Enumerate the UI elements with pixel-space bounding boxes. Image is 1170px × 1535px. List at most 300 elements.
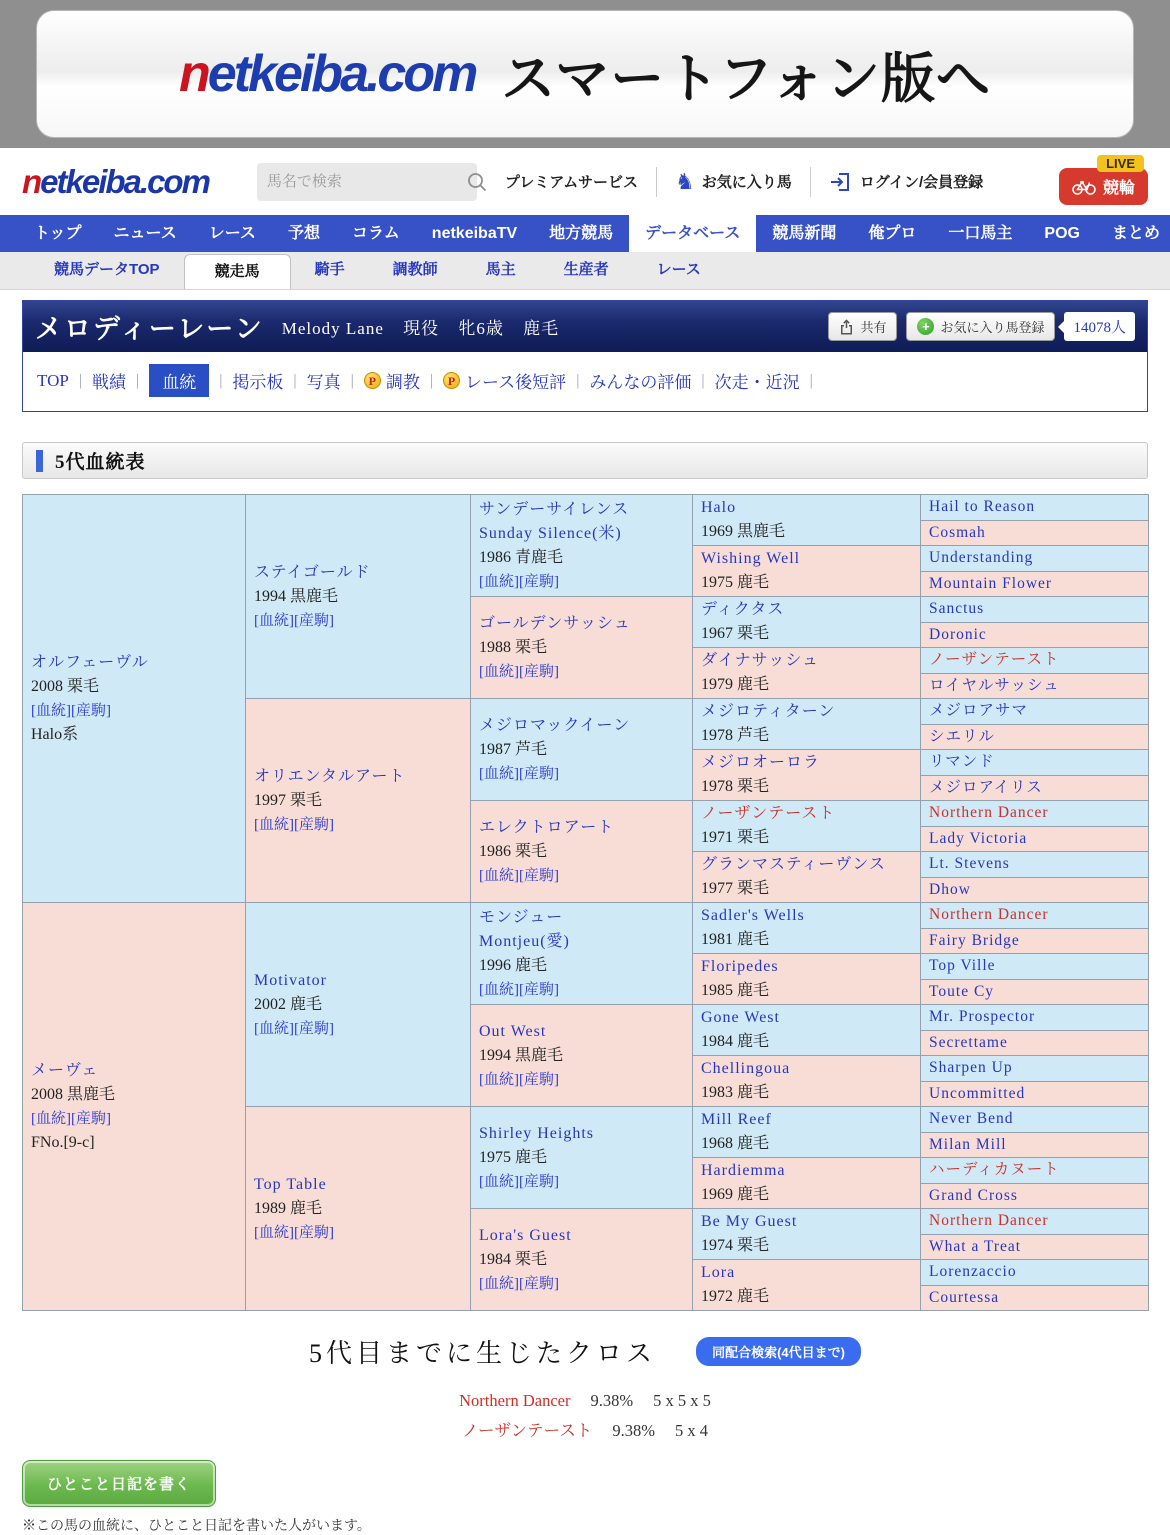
horse-links <box>479 570 688 594</box>
horse-head-icon: ♞ <box>674 168 695 194</box>
horse-link[interactable]: Northern Dancer <box>929 906 1049 924</box>
section-title: 5代血統表 <box>55 452 146 473</box>
horse-link[interactable]: Hail to Reason <box>929 498 1036 516</box>
pedigree-cell-gen4 <box>693 1158 921 1209</box>
blood-link[interactable]: [血統] <box>479 1275 519 1292</box>
horse-tab-次走・近況[interactable] <box>715 368 800 393</box>
blood-link[interactable]: [血統] <box>254 1020 294 1037</box>
horse-link[interactable]: Gone West <box>701 1009 780 1026</box>
horse-link[interactable]: Mill Reef <box>701 1111 772 1128</box>
horse-links <box>254 609 466 633</box>
pedigree-cell-gen4 <box>693 546 921 597</box>
subnav-item-競走馬[interactable]: 競走馬 <box>184 254 291 289</box>
cross-horse-name[interactable]: ノーザンテースト <box>462 1421 593 1440</box>
cross-percentage: 9.38% <box>612 1421 655 1440</box>
horse-link[interactable]: Sanctus <box>929 600 985 618</box>
add-favorite-pin-icon: + <box>917 318 934 335</box>
pedigree-cell-gen5 <box>921 877 1149 903</box>
offspring-link[interactable]: [産駒] <box>519 867 559 884</box>
pedigree-cell-gen4 <box>693 1260 921 1311</box>
horse-links <box>479 864 688 888</box>
horse-tab-label: 血統 <box>162 373 197 392</box>
horse-link[interactable]: Mountain Flower <box>929 574 1053 592</box>
pedigree-cell-gen5 <box>921 520 1149 546</box>
horse-link[interactable]: メジロアイリス <box>929 778 1043 796</box>
horse-extra-info: Halo系 <box>31 725 79 743</box>
horse-link[interactable]: ハーディカヌート <box>929 1161 1060 1179</box>
nav-item-POG[interactable]: POG <box>1044 225 1080 242</box>
horse-year-coat: 1984 栗毛 <box>479 1250 548 1268</box>
pedigree-cell-gen5 <box>921 979 1149 1005</box>
offspring-link[interactable]: [産駒] <box>519 573 559 590</box>
pedigree-cell-gen5 <box>921 1030 1149 1056</box>
horse-year-coat: 1969 鹿毛 <box>701 1186 770 1203</box>
login-icon <box>829 170 853 194</box>
horse-link[interactable]: Top Table <box>254 1175 327 1193</box>
blood-link[interactable]: [血統] <box>479 765 519 782</box>
horse-header-block <box>22 300 1148 412</box>
horse-link[interactable]: リマンド <box>929 753 995 771</box>
pedigree-cell-gen5 <box>921 826 1149 852</box>
nav-item-トップ[interactable]: トップ <box>34 225 82 242</box>
horse-link[interactable]: Dhow <box>929 880 971 898</box>
pedigree-cell-gen4 <box>693 648 921 699</box>
horse-link[interactable]: メジロティターン <box>701 703 836 720</box>
nav-item-予想[interactable]: 予想 <box>287 225 320 242</box>
pedigree-cell-gen3 <box>471 903 693 1005</box>
horse-tab-掲示板[interactable] <box>232 368 283 393</box>
blood-link[interactable]: [血統] <box>479 1173 519 1190</box>
offspring-link[interactable]: [産駒] <box>519 1071 559 1088</box>
nav-item-俺プロ[interactable]: 俺プロ <box>868 225 917 242</box>
horse-tab-label: みんなの評価 <box>589 373 692 392</box>
offspring-link[interactable]: [産駒] <box>71 1110 111 1127</box>
database-sub-nav <box>0 252 1170 290</box>
blood-link[interactable]: [血統] <box>479 867 519 884</box>
blood-link[interactable]: [血統] <box>254 816 294 833</box>
cross-item <box>0 1386 1170 1416</box>
horse-link[interactable]: Uncommitted <box>929 1084 1026 1102</box>
nav-item-競馬新聞[interactable]: 競馬新聞 <box>772 225 837 242</box>
horse-link[interactable]: Floripedes <box>701 958 779 975</box>
pedigree-cell-gen4 <box>693 495 921 546</box>
pedigree-cell-gen5 <box>921 1056 1149 1082</box>
horse-year-coat: 1994 黒鹿毛 <box>254 587 339 605</box>
pedigree-cell-gen2 <box>246 699 471 903</box>
horse-links <box>479 1170 688 1194</box>
horse-link[interactable]: メーヴェ <box>31 1061 99 1079</box>
horse-year-coat: 1971 栗毛 <box>701 829 770 846</box>
subnav-item-競馬データTOP[interactable]: 競馬データTOP <box>54 261 160 278</box>
subnav-item-レース[interactable]: レース <box>656 261 701 278</box>
pedigree-cell-gen5 <box>921 648 1149 674</box>
horse-link[interactable]: Wishing Well <box>701 550 801 567</box>
pedigree-cell-gen5 <box>921 597 1149 623</box>
premium-icon: P <box>364 372 381 389</box>
horse-year-coat: 1986 青鹿毛 <box>479 548 564 566</box>
horse-tab-label: 次走・近況 <box>714 373 800 392</box>
horse-links <box>254 1017 466 1041</box>
horse-link[interactable]: Lora's Guest <box>479 1226 572 1244</box>
horse-coat: 鹿毛 <box>523 319 560 338</box>
pedigree-cell-gen4 <box>693 1056 921 1107</box>
horse-link[interactable]: Northern Dancer <box>929 804 1049 822</box>
pedigree-cell-gen5 <box>921 1209 1149 1235</box>
horse-link[interactable]: Hardiemma <box>701 1162 786 1179</box>
search-input[interactable] <box>267 173 466 190</box>
horse-title-bar <box>23 301 1147 352</box>
horse-tab-label: 写真 <box>306 373 341 392</box>
horse-year-coat: 1997 栗毛 <box>254 791 323 809</box>
pedigree-cell-gen5 <box>921 495 1149 521</box>
horse-extra-info: FNo.[9-c] <box>31 1133 95 1151</box>
pedigree-cell-gen5 <box>921 903 1149 929</box>
banner-logo: netkeiba.com <box>179 45 476 103</box>
horse-year-coat: 1987 芦毛 <box>479 740 548 758</box>
horse-link[interactable]: Toute Cy <box>929 982 995 1000</box>
cross-pattern: 5 x 5 x 5 <box>653 1391 711 1410</box>
horse-year-coat: 1978 芦毛 <box>701 727 770 744</box>
offspring-link[interactable]: [産駒] <box>519 765 559 782</box>
horse-link[interactable]: メジロオーロラ <box>701 754 821 771</box>
offspring-link[interactable]: [産駒] <box>294 612 334 629</box>
bicycle-icon <box>1072 178 1096 195</box>
subnav-item-調教師[interactable]: 調教師 <box>392 261 438 278</box>
pedigree-cell-gen2 <box>246 495 471 699</box>
nav-item-netkeibaTV[interactable]: netkeibaTV <box>431 225 518 242</box>
horse-link[interactable]: Fairy Bridge <box>929 931 1020 949</box>
nav-item-まとめ[interactable]: まとめ <box>1111 225 1160 242</box>
site-logo[interactable]: netkeiba.com <box>22 162 209 200</box>
horse-year-coat: 1978 栗毛 <box>701 778 770 795</box>
horse-year-coat: 1981 鹿毛 <box>701 931 770 948</box>
horse-link[interactable]: Lt. Stevens <box>929 855 1010 873</box>
tab-separator: | <box>78 371 83 389</box>
horse-year-coat: 1985 鹿毛 <box>701 982 770 999</box>
pedigree-cell-gen5 <box>921 1081 1149 1107</box>
horse-link[interactable]: Lora <box>701 1264 736 1281</box>
horse-year-coat: 1972 鹿毛 <box>701 1288 770 1305</box>
subnav-item-生産者[interactable]: 生産者 <box>563 261 609 278</box>
share-icon <box>839 319 854 335</box>
horse-year-coat: 2008 栗毛 <box>31 677 100 695</box>
cross-item <box>0 1416 1170 1446</box>
horse-year-coat: 2008 黒鹿毛 <box>31 1085 116 1103</box>
main-nav <box>0 215 1170 252</box>
tab-separator: | <box>136 371 140 389</box>
diary-write-button[interactable]: ひとこと日記を書く <box>22 1460 216 1507</box>
horse-tab-みんなの評価[interactable] <box>589 368 691 393</box>
footnote: ※この馬の血統に、ひとこと日記を書いた人がいます。 <box>22 1519 371 1534</box>
horse-year-coat: 1996 鹿毛 <box>479 956 548 974</box>
pedigree-table <box>22 494 1149 1311</box>
blood-link[interactable]: [血統] <box>31 702 71 719</box>
horse-year-coat: 1983 鹿毛 <box>701 1084 770 1101</box>
tab-separator: | <box>701 371 705 389</box>
horse-link[interactable]: ディクタス <box>701 601 785 618</box>
premium-icon: P <box>443 372 460 389</box>
horse-link[interactable]: Secrettame <box>929 1033 1008 1051</box>
horse-link[interactable]: ダイナサッシュ <box>701 652 820 669</box>
horse-link[interactable]: モンジュー <box>479 908 564 926</box>
nav-item-レース[interactable]: レース <box>208 225 256 242</box>
horse-year-coat: 1974 栗毛 <box>701 1237 770 1254</box>
horse-year-coat: 1988 栗毛 <box>479 638 548 656</box>
horse-link[interactable]: Motivator <box>254 971 327 989</box>
pedigree-table-wrap <box>22 494 1148 1311</box>
horse-link[interactable]: Sadler's Wells <box>701 907 805 924</box>
horse-tab-label: 調教 <box>385 373 420 392</box>
pedigree-cell-gen3 <box>471 1209 693 1311</box>
nav-item-地方競馬[interactable]: 地方競馬 <box>549 225 614 242</box>
pedigree-cell-gen2 <box>246 903 471 1107</box>
tab-separator: | <box>809 371 813 389</box>
blood-link[interactable]: [血統] <box>254 1224 294 1241</box>
horse-link[interactable]: ロイヤルサッシュ <box>929 676 1060 694</box>
pedigree-cell-gen5 <box>921 1132 1149 1158</box>
pedigree-cell-gen5 <box>921 1107 1149 1133</box>
section-accent-bar <box>36 450 43 472</box>
horse-link[interactable]: Halo <box>701 499 737 516</box>
horse-link[interactable]: Lady Victoria <box>929 829 1028 847</box>
tab-separator: | <box>219 371 223 389</box>
favorite-register-button[interactable] <box>906 312 1055 341</box>
pedigree-cell-gen1 <box>23 495 246 903</box>
horse-links <box>479 762 688 786</box>
blood-link[interactable]: [血統] <box>31 1110 71 1127</box>
horse-tab-label: TOP <box>37 370 69 390</box>
search-icon[interactable] <box>466 171 488 193</box>
pedigree-cell-gen4 <box>693 954 921 1005</box>
blood-link[interactable]: [血統] <box>254 612 294 629</box>
horse-year-coat: 1979 鹿毛 <box>701 676 770 693</box>
nav-item-一口馬主[interactable]: 一口馬主 <box>948 225 1013 242</box>
blood-link[interactable]: [血統] <box>479 981 519 998</box>
horse-link[interactable]: Northern Dancer <box>929 1212 1049 1230</box>
pedigree-cell-gen4 <box>693 1107 921 1158</box>
pedigree-cell-gen5 <box>921 622 1149 648</box>
login-link[interactable] <box>829 170 983 194</box>
horse-year-coat: 1984 鹿毛 <box>701 1033 770 1050</box>
pedigree-cell-gen5 <box>921 1285 1149 1311</box>
offspring-link[interactable]: [産駒] <box>519 663 559 680</box>
favorite-count-badge[interactable]: 14078人 <box>1064 312 1135 341</box>
keirin-button[interactable] <box>1059 168 1148 205</box>
cross-section <box>0 1333 1170 1446</box>
horse-link[interactable]: Never Bend <box>929 1110 1014 1128</box>
horse-link[interactable]: シエリル <box>929 727 996 745</box>
horse-links <box>254 813 466 837</box>
pedigree-cell-gen3 <box>471 801 693 903</box>
horse-tab-label: レース後短評 <box>465 373 567 392</box>
horse-year-coat: 1975 鹿毛 <box>701 574 770 591</box>
offspring-link[interactable]: [産駒] <box>71 702 111 719</box>
horse-links <box>479 660 688 684</box>
horse-link[interactable]: Milan Mill <box>929 1135 1007 1153</box>
offspring-link[interactable]: [産駒] <box>519 1275 559 1292</box>
horse-link[interactable]: ステイゴールド <box>254 563 371 581</box>
pedigree-cell-gen5 <box>921 673 1149 699</box>
pedigree-cell-gen4 <box>693 903 921 954</box>
horse-link[interactable]: Lorenzaccio <box>929 1263 1017 1281</box>
pedigree-cell-gen4 <box>693 801 921 852</box>
horse-year-coat: 1967 栗毛 <box>701 625 770 642</box>
pedigree-cell-gen5 <box>921 852 1149 878</box>
premium-service-label: プレミアムサービス <box>504 174 638 191</box>
site-header <box>0 148 1170 215</box>
nav-item-コラム[interactable]: コラム <box>351 225 400 242</box>
cross-pattern: 5 x 4 <box>674 1421 708 1440</box>
horse-link[interactable]: グランマスティーヴンス <box>701 856 886 873</box>
pedigree-cell-gen4 <box>693 699 921 750</box>
horse-link[interactable]: Cosmah <box>929 523 986 541</box>
pedigree-cell-gen2 <box>246 1107 471 1311</box>
horse-tab-レース後短評[interactable] <box>443 368 566 393</box>
pedigree-cell-gen5 <box>921 750 1149 776</box>
pedigree-cell-gen3 <box>471 699 693 801</box>
horse-tab-写真[interactable] <box>307 368 341 393</box>
horse-links <box>479 1272 688 1296</box>
horse-link[interactable]: Grand Cross <box>929 1186 1018 1204</box>
keirin-label: 競輪 <box>1102 179 1135 197</box>
horse-subtitle <box>282 314 573 339</box>
horse-links <box>254 1221 466 1245</box>
horse-link[interactable]: オルフェーヴル <box>31 653 149 671</box>
horse-link[interactable]: Top Ville <box>929 957 996 975</box>
horse-link[interactable]: メジロマックイーン <box>479 716 631 734</box>
favorite-horse-link[interactable] <box>674 168 792 194</box>
horse-link[interactable]: Out West <box>479 1022 547 1040</box>
horse-links <box>31 699 241 723</box>
pedigree-cell-gen5 <box>921 928 1149 954</box>
horse-tab-bar <box>23 352 1147 411</box>
nav-item-データベース[interactable]: データベース <box>629 215 756 252</box>
share-button[interactable] <box>828 312 897 341</box>
horse-link-en[interactable]: Montjeu(愛) <box>479 932 570 950</box>
tab-separator: | <box>293 371 297 389</box>
pedigree-section-header <box>22 442 1148 479</box>
horse-link[interactable]: Mr. Prospector <box>929 1008 1036 1026</box>
horse-link[interactable]: Chellingoua <box>701 1060 791 1077</box>
horse-status: 現役 <box>403 319 440 338</box>
horse-link[interactable]: ゴールデンサッシュ <box>479 614 631 632</box>
nav-item-ニュース[interactable]: ニュース <box>113 225 177 242</box>
offspring-link[interactable]: [産駒] <box>294 1224 334 1241</box>
live-badge: LIVE <box>1097 155 1144 172</box>
horse-year-coat: 1994 黒鹿毛 <box>479 1046 564 1064</box>
pedigree-cell-gen3 <box>471 495 693 597</box>
horse-name-ja: メロディーレーン <box>35 314 264 344</box>
pedigree-cell-gen5 <box>921 1260 1149 1286</box>
pedigree-cell-gen4 <box>693 852 921 903</box>
pedigree-cell-gen5 <box>921 1234 1149 1260</box>
offspring-link[interactable]: [産駒] <box>294 816 334 833</box>
blood-link[interactable]: [血統] <box>479 663 519 680</box>
pedigree-cell-gen3 <box>471 1107 693 1209</box>
pedigree-cell-gen5 <box>921 546 1149 572</box>
pedigree-cell-gen4 <box>693 597 921 648</box>
horse-link[interactable]: エレクトロアート <box>479 818 615 836</box>
horse-link[interactable]: Understanding <box>929 549 1034 567</box>
horse-tab-TOP[interactable] <box>37 371 69 391</box>
horse-link[interactable]: What a Treat <box>929 1237 1022 1255</box>
tab-separator: | <box>350 371 354 389</box>
pedigree-cell-gen5 <box>921 1005 1149 1031</box>
subnav-item-騎手[interactable]: 騎手 <box>314 261 345 278</box>
horse-search-box[interactable] <box>257 163 477 201</box>
login-label: ログイン/会員登録 <box>859 174 984 191</box>
pedigree-cell-gen5 <box>921 571 1149 597</box>
horse-year-coat: 1989 鹿毛 <box>254 1199 323 1217</box>
horse-links <box>479 1068 688 1092</box>
horse-tab-血統[interactable] <box>149 364 209 397</box>
horse-year-coat: 1977 栗毛 <box>701 880 770 897</box>
horse-link[interactable]: Courtessa <box>929 1288 1000 1306</box>
share-label: 共有 <box>860 320 887 335</box>
horse-link[interactable]: Be My Guest <box>701 1213 798 1230</box>
cross-title: 5代目までに生じたクロス <box>309 1339 657 1368</box>
same-mating-search-button[interactable]: 同配合検索(4代目まで) <box>696 1337 861 1366</box>
favorite-horse-label: お気に入り馬 <box>701 174 792 191</box>
horse-link[interactable]: サンデーサイレンス <box>479 500 630 518</box>
blood-link[interactable]: [血統] <box>479 1071 519 1088</box>
horse-tab-調教[interactable] <box>364 368 420 393</box>
horse-name-en: Melody Lane <box>281 319 384 338</box>
pedigree-cell-gen4 <box>693 750 921 801</box>
divider <box>656 167 657 197</box>
horse-link[interactable]: Shirley Heights <box>479 1124 594 1142</box>
pedigree-cell-gen3 <box>471 1005 693 1107</box>
blood-link[interactable]: [血統] <box>479 573 519 590</box>
horse-year-coat: 1975 鹿毛 <box>479 1148 548 1166</box>
pedigree-cell-gen5 <box>921 801 1149 827</box>
horse-link[interactable]: ノーザンテースト <box>701 805 836 822</box>
horse-links <box>31 1107 241 1131</box>
horse-link[interactable]: メジロアサマ <box>929 702 1029 720</box>
pedigree-cell-gen3 <box>471 597 693 699</box>
horse-year-coat: 1969 黒鹿毛 <box>701 523 786 540</box>
subnav-item-馬主[interactable]: 馬主 <box>485 261 516 278</box>
horse-link-en[interactable]: Sunday Silence(米) <box>479 524 622 542</box>
horse-year-coat: 1986 栗毛 <box>479 842 548 860</box>
tab-separator: | <box>429 371 434 389</box>
horse-link[interactable]: ノーザンテースト <box>929 651 1060 669</box>
pedigree-cell-gen4 <box>693 1005 921 1056</box>
cross-horse-name[interactable]: Northern Dancer <box>459 1391 571 1410</box>
offspring-link[interactable]: [産駒] <box>519 1173 559 1190</box>
pedigree-cell-gen4 <box>693 1209 921 1260</box>
horse-tab-戦績[interactable] <box>92 368 126 393</box>
pedigree-cell-gen5 <box>921 775 1149 801</box>
premium-service-link[interactable] <box>505 171 638 192</box>
horse-link[interactable]: Doronic <box>929 625 987 643</box>
pedigree-cell-gen5 <box>921 954 1149 980</box>
horse-sex-age: 牝6歳 <box>458 319 504 338</box>
horse-link[interactable]: オリエンタルアート <box>254 767 406 785</box>
horse-year-coat: 2002 鹿毛 <box>254 995 323 1013</box>
smartphone-banner-inner[interactable] <box>36 10 1134 138</box>
pedigree-cell-gen5 <box>921 699 1149 725</box>
horse-links <box>479 978 688 1002</box>
offspring-link[interactable]: [産駒] <box>519 981 559 998</box>
horse-link[interactable]: Sharpen Up <box>929 1059 1013 1077</box>
favorite-register-label: お気に入り馬登録 <box>940 320 1045 335</box>
pedigree-cell-gen1 <box>23 903 246 1311</box>
offspring-link[interactable]: [産駒] <box>294 1020 334 1037</box>
horse-year-coat: 1968 鹿毛 <box>701 1135 770 1152</box>
smartphone-banner[interactable] <box>0 0 1170 148</box>
pedigree-cell-gen5 <box>921 1183 1149 1209</box>
